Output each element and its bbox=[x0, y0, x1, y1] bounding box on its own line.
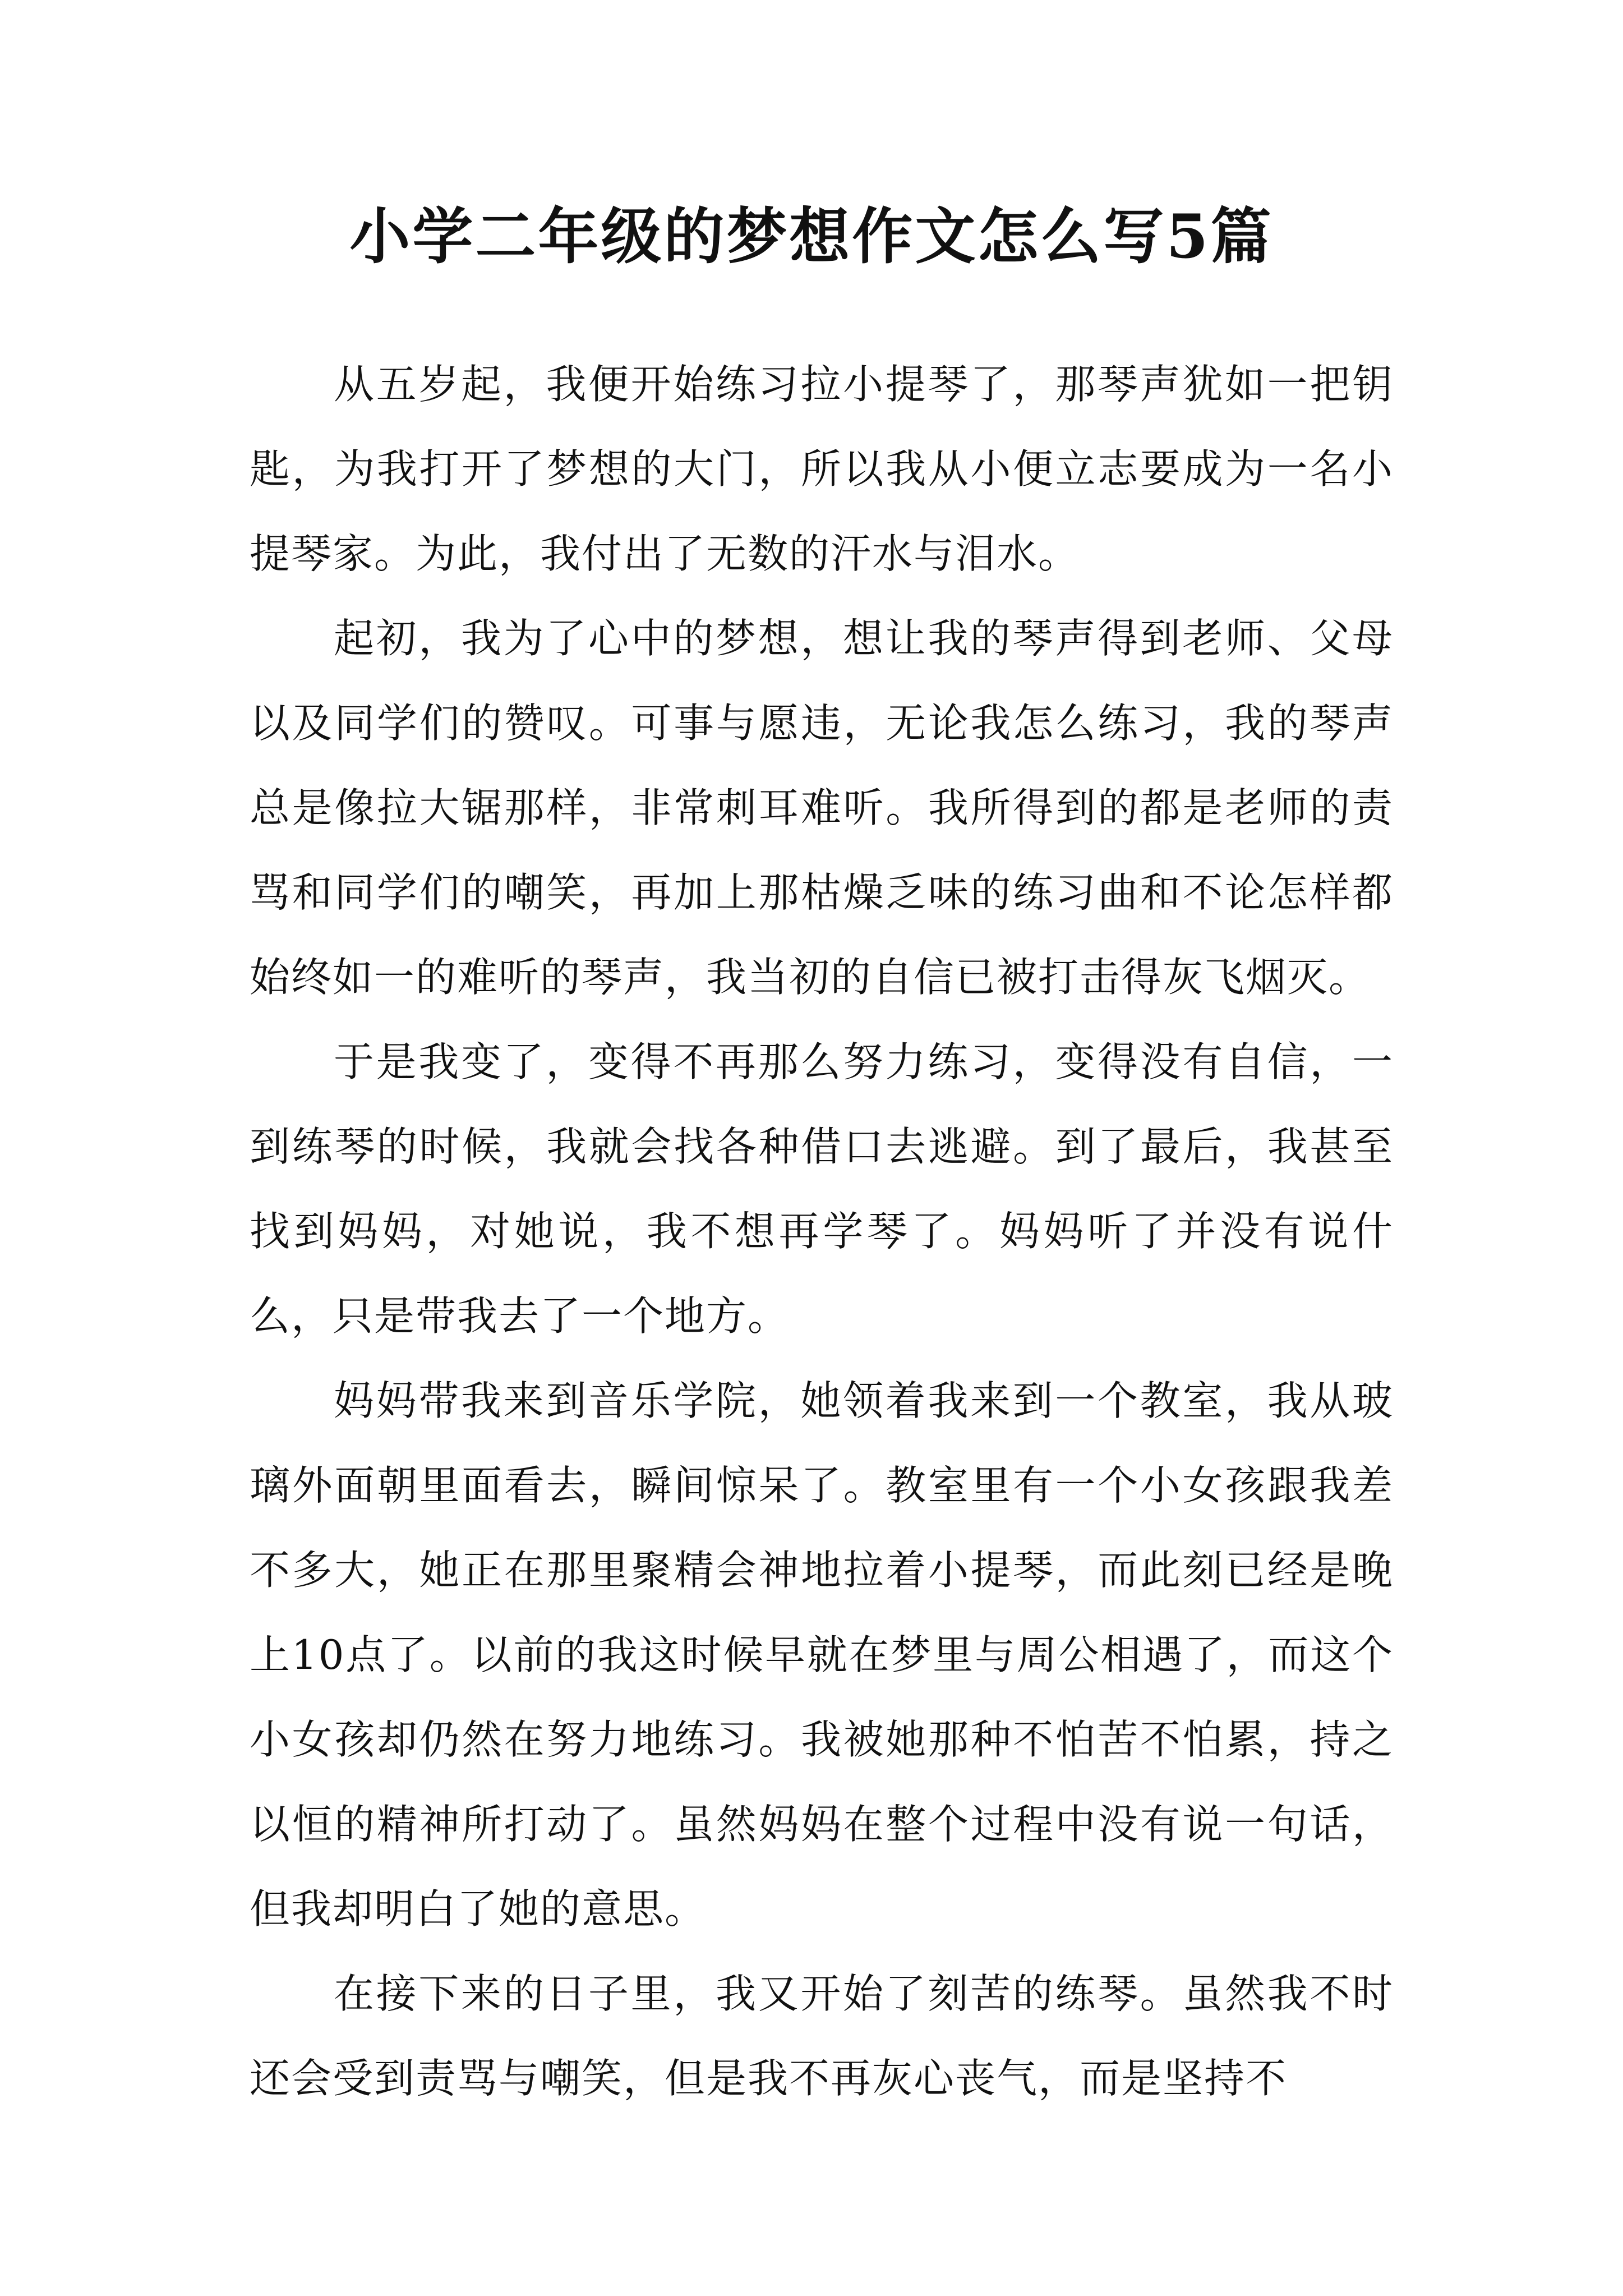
paragraph-3: 于是我变了，变得不再那么努力练习，变得没有自信，一到练琴的时候，我就会找各种借口去逃避。到了最后，我甚至找到妈妈，对她说，我不想再学琴了。妈妈听了并没有说什么，只是带我去了一个地方。 bbox=[250, 1038, 1394, 1340]
paragraph-5: 在接下来的日子里，我又开始了刻苦的练琴。虽然我不时还会受到责骂与嘲笑，但是我不再灰心丧气，而是坚持不 bbox=[250, 1970, 1394, 2102]
paragraph-2: 起初，我为了心中的梦想，想让我的琴声得到老师、父母以及同学们的赞叹。可事与愿违，无论我怎么练习，我的琴声总是像拉大锯那样，非常刺耳难听。我所得到的都是老师的责骂和同学们的嘲笑，再加上那枯燥乏味的练习曲和不论怎样都始终如一的难听的琴声，我当初的自信已被打击得灰飞烟灭。 bbox=[250, 615, 1394, 1001]
document-body bbox=[250, 342, 1394, 2121]
paragraph-4: 妈妈带我来到音乐学院，她领着我来到一个教室，我从玻璃外面朝里面看去，瞬间惊呆了。教室里有一个小女孩跟我差不多大，她正在那里聚精会神地拉着小提琴，而此刻已经是晚上10点了。以前的我这时候早就在梦里与周公相遇了，而这个小女孩却仍然在努力地练习。我被她那种不怕苦不怕累，持之以恒的精神所打动了。虽然妈妈在整个过程中没有说一句话，但我却明白了她的意思。 bbox=[250, 1377, 1394, 1932]
document-title: 小学二年级的梦想作文怎么写5篇 bbox=[349, 201, 1274, 272]
paragraph-1: 从五岁起，我便开始练习拉小提琴了，那琴声犹如一把钥匙，为我打开了梦想的大门，所以我从小便立志要成为一名小提琴家。为此，我付出了无数的汗水与泪水。 bbox=[250, 361, 1394, 577]
